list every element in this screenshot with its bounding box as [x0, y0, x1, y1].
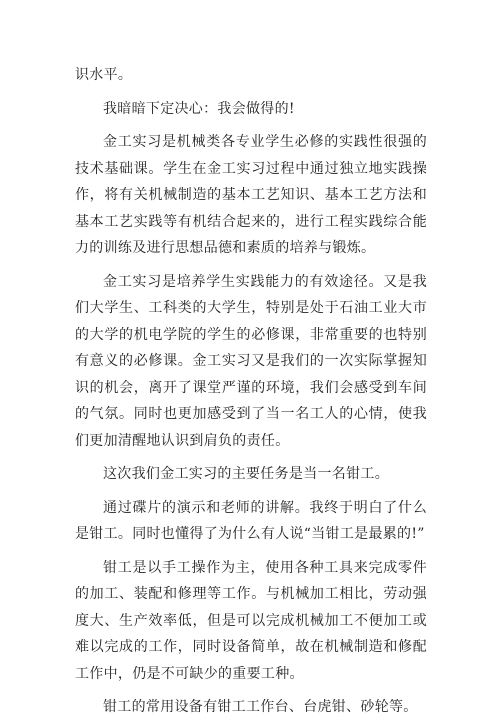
paragraph-fitter-definition: 钳工是以手工操作为主，使用各种工具来完成零件的加工、装配和修理等工作。与机械加工相比，劳动强度大、生产效率低，但是可以完成机械加工不便加工或难以完成的工作，同时设备简单，故在机械制造和修配工作中，仍是不可缺少的重要工种。 [75, 559, 427, 682]
paragraph-video-demo: 通过碟片的演示和老师的讲解。我终于明白了什么是钳工。同时也懂得了为什么有人说“当钳工是最累的!” [75, 499, 427, 542]
paragraph-practice-ability: 金工实习是培养学生实践能力的有效途径。又是我们大学生、工科类的大学生，特别是处于石油工业大市的大学的机电学院的学生的必修课，非常重要的也特别有意义的必修课。金工实习又是我们的一次实际掌握知识的机会，离开了课堂严谨的环境，我们会感受到车间的气氛。同时也更加感受到了当一名工人的心情，使我们更加清醒地认识到肩负的责任。 [75, 273, 427, 449]
paragraph-intro-metalwork: 金工实习是机械类各专业学生必修的实践性很强的技术基础课。学生在金工实习过程中通过独立地实践操作，将有关机械制造的基本工艺知识、基本工艺方法和基本工艺实践等有机结合起来的，进行工程实践综合能力的训练及进行思想品德和素质的培养与锻炼。 [75, 134, 427, 256]
document-body [75, 62, 427, 721]
paragraph-main-task: 这次我们金工实习的主要任务是当一名钳工。 [103, 466, 389, 482]
paragraph-common-equipment: 钳工的常用设备有钳工工作台、台虎钳、砂轮等。 [103, 699, 418, 715]
paragraph-resolve: 我暗暗下定决心：我会做得的! [103, 100, 295, 117]
paragraph-continuation: 识水平。 [75, 67, 133, 83]
